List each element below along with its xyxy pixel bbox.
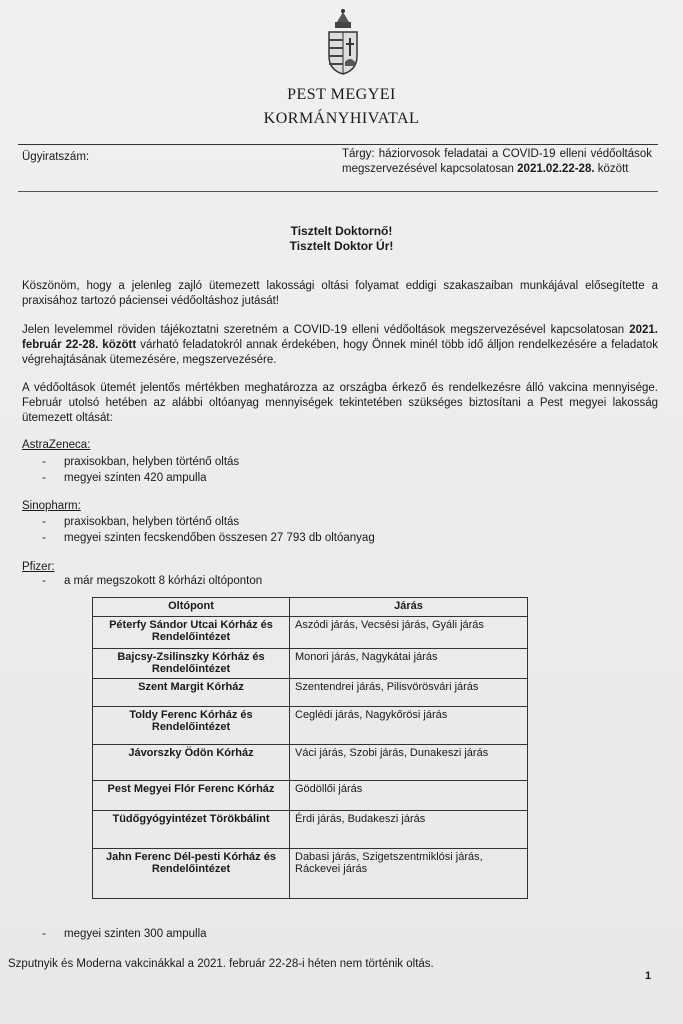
list-item: - megyei szinten fecskendőben összesen 27 793 db oltóanyag <box>42 532 375 544</box>
bullet-dash: - <box>42 575 46 587</box>
table-row <box>93 811 528 849</box>
table-cell-jaras: Ceglédi járás, Nagykőrösi járás <box>290 707 528 745</box>
table-header-row <box>93 598 528 617</box>
subject-dates: 2021.02.22-28. <box>517 163 595 175</box>
subject-block <box>342 147 652 177</box>
paragraph-intro-b: várható feladatokról annak érdekében, hogy Önnek minél több idő álljon rendelkezésére a feladatok végrehajtásának ütemezésére, megszervezésére. <box>22 339 658 366</box>
table-cell-jaras: Érdi járás, Budakeszi járás <box>290 811 528 849</box>
table-row <box>93 679 528 707</box>
table-row <box>93 707 528 745</box>
table-row <box>93 781 528 811</box>
bullet-dash: - <box>42 472 46 484</box>
list-item: - praxisokban, helyben történő oltás <box>42 516 240 528</box>
list-item: - a már megszokott 8 kórházi oltóponton <box>42 575 263 587</box>
paragraph-intro-dates: 2021. február 22-28. között <box>22 324 658 351</box>
list-item: - praxisokban, helyben történő oltás <box>42 456 240 468</box>
table-row <box>93 745 528 781</box>
table-cell-jaras: Váci járás, Szobi járás, Dunakeszi járás <box>290 745 528 781</box>
table-cell-jaras: Monori járás, Nagykátai járás <box>290 649 528 679</box>
vaccine-heading-pfizer: Pfizer: <box>22 561 55 573</box>
pfizer-tail-item: - megyei szinten 300 ampulla <box>42 928 207 940</box>
bullet-dash: - <box>42 928 46 940</box>
paragraph-thanks: Köszönöm, hogy a jelenleg zajló ütemezett lakossági oltási folyamat eddigi szakaszaiban munkájával elősegítette a praxisához tartozó páciensei védőoltáshoz jutását! <box>22 280 658 307</box>
paragraph-intro <box>22 323 658 368</box>
table-cell-hospital: Jávorszky Ödön Kórház <box>93 745 290 781</box>
table-row <box>93 649 528 679</box>
table-cell-hospital: Szent Margit Kórház <box>93 679 290 707</box>
institution-name-line1: PEST MEGYEI <box>287 86 396 103</box>
table-cell-jaras: Aszódi járás, Vecsési járás, Gyáli járás <box>290 617 528 649</box>
table-cell-hospital: Tüdőgyógyintézet Törökbálint <box>93 811 290 849</box>
salutation-line1: Tisztelt Doktornő! <box>290 224 393 238</box>
vaccine-heading-astrazeneca: AstraZeneca: <box>22 439 91 451</box>
table-cell-hospital: Bajcsy-Zsilinszky Kórház és Rendelőintézet <box>93 649 290 679</box>
subject-suffix: között <box>597 163 629 175</box>
subject-label: Tárgy: <box>342 148 375 160</box>
case-number-label: Ügyiratszám: <box>22 151 90 163</box>
vaccine-heading-sinopharm: Sinopharm: <box>22 500 81 512</box>
institution-name-line2: KORMÁNYHIVATAL <box>263 110 420 127</box>
table-cell-jaras: Dabasi járás, Szigetszentmiklósi járás, Ráckevei járás <box>290 849 528 899</box>
bullet-dash: - <box>42 532 46 544</box>
subject-text: háziorvosok feladatai a COVID-19 elleni védőoltások megszervezésével kapcsolatosan <box>342 148 652 175</box>
footer-note: Szputnyik és Moderna vakcinákkal a 2021. február 22-28-i héten nem történik oltás. <box>8 958 434 970</box>
vaccination-points-table <box>92 597 528 899</box>
list-item: - megyei szinten 420 ampulla <box>42 472 207 484</box>
table-cell-jaras: Gödöllői járás <box>290 781 528 811</box>
header-divider-top <box>18 144 658 145</box>
table-cell-hospital: Péterfy Sándor Utcai Kórház és Rendelőintézet <box>93 617 290 649</box>
page-number: 1 <box>645 970 652 982</box>
table-row <box>93 849 528 899</box>
bullet-dash: - <box>42 456 46 468</box>
table-row <box>93 617 528 649</box>
table-cell-hospital: Toldy Ferenc Kórház és Rendelőintézet <box>93 707 290 745</box>
paragraph-intro-a: Jelen levelemmel röviden tájékoztatni szeretném a COVID-19 elleni védőoltások megszervezésével kapcsolatosan <box>22 324 625 336</box>
table-header-oltopont: Oltópont <box>93 598 290 617</box>
table-header-jaras: Járás <box>290 598 528 617</box>
bullet-dash: - <box>42 516 46 528</box>
table-cell-hospital: Pest Megyei Flór Ferenc Kórház <box>93 781 290 811</box>
table-cell-hospital: Jahn Ferenc Dél-pesti Kórház és Rendelőintézet <box>93 849 290 899</box>
table-cell-jaras: Szentendrei járás, Pilisvörösvári járás <box>290 679 528 707</box>
header-divider-bottom <box>18 191 658 192</box>
salutation-line2: Tisztelt Doktor Úr! <box>289 239 394 253</box>
paragraph-schedule: A védőoltások ütemét jelentős mértékben meghatározza az országba érkező és rendelkezésre álló vakcina mennyisége. Február utolsó hetében az alábbi oltóanyag mennyiségek tekintetében szükséges biztosítani a Pest megyei lakosság ütemezett oltását: <box>22 382 658 424</box>
coat-of-arms-logo <box>323 8 363 78</box>
